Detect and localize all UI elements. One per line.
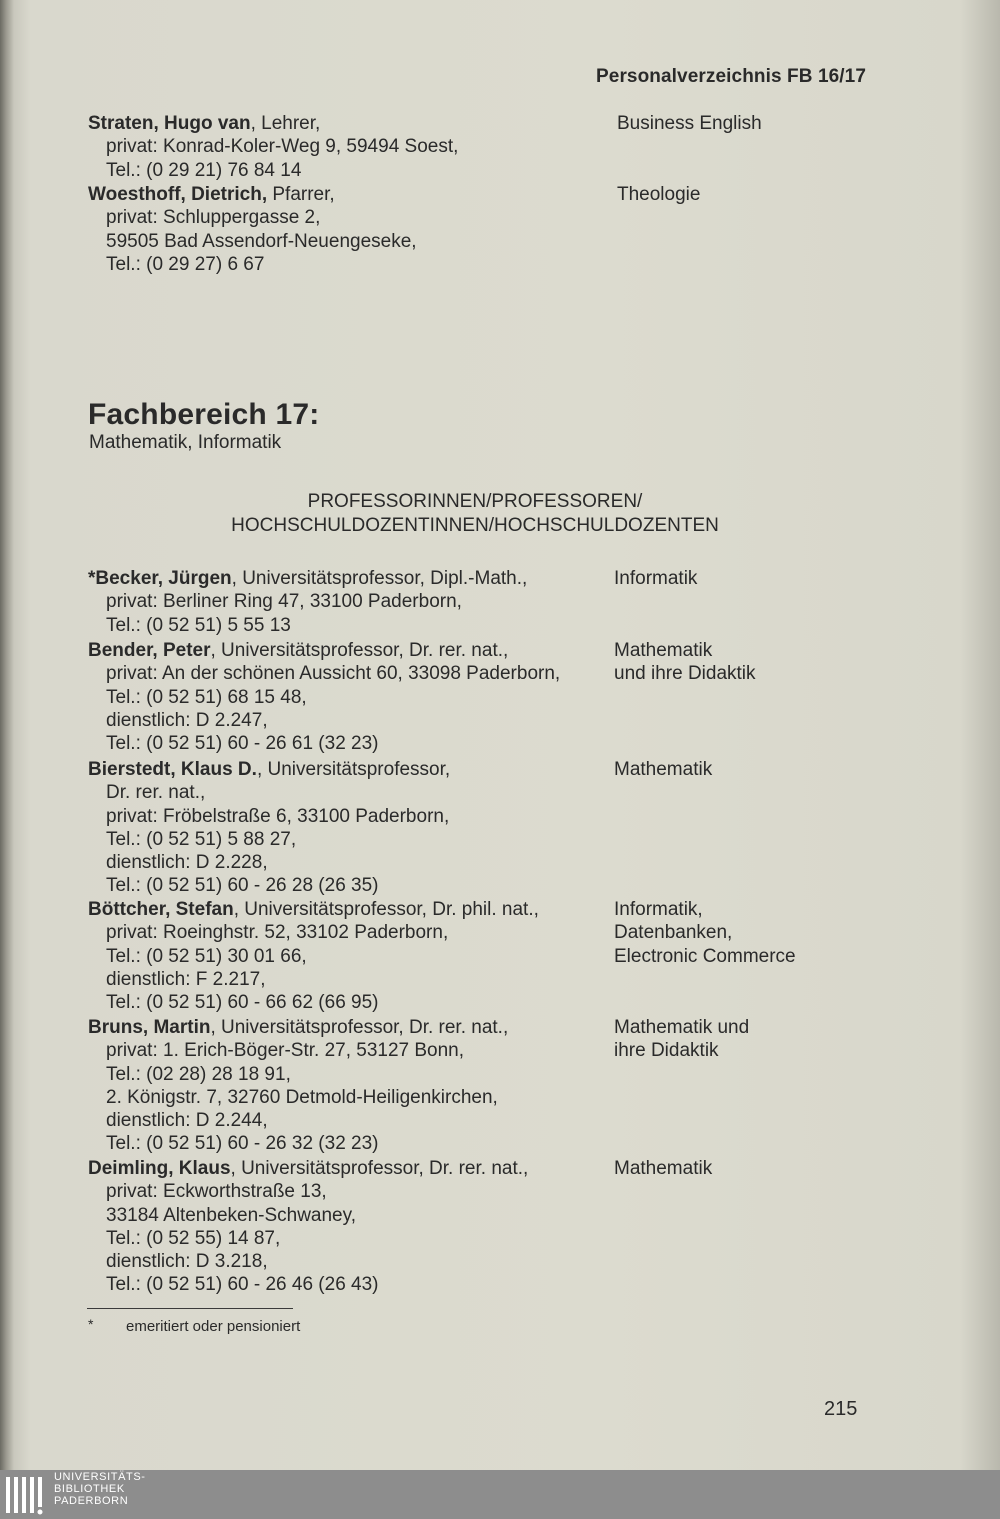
- subject-area: Mathematik: [614, 759, 713, 780]
- group-heading: PROFESSORINNEN/PROFESSOREN/ HOCHSCHULDOZENTINNEN/HOCHSCHULDOZENTEN: [231, 491, 719, 536]
- footnote-rule: [87, 1308, 293, 1309]
- entry-line: dienstlich: D 2.228,: [106, 852, 268, 874]
- person-name: Woesthoff, Dietrich,: [88, 184, 268, 205]
- subject-area: Informatik, Datenbanken, Electronic Commerce: [614, 899, 796, 967]
- person-name: Deimling, Klaus: [88, 1158, 231, 1179]
- subject-area: Theologie: [617, 184, 701, 205]
- entry-line: Dr. rer. nat.,: [106, 782, 206, 804]
- entry-line: Tel.: (0 52 51) 5 55 13: [106, 614, 291, 636]
- entry-line: privat: Konrad-Koler-Weg 9, 59494 Soest,: [106, 136, 459, 158]
- footnote-text: emeritiert oder pensioniert: [126, 1318, 301, 1335]
- person-title: , Universitätsprofessor, Dr. phil. nat.,: [233, 899, 539, 920]
- entry-line: privat: Schluppergasse 2,: [106, 207, 321, 229]
- entry-line: privat: Roeinghstr. 52, 33102 Paderborn,: [106, 922, 449, 944]
- entry-line: Tel.: (02 28) 28 18 91,: [106, 1063, 291, 1085]
- entry-line: Tel.: (0 52 51) 60 - 26 28 (26 35): [106, 875, 379, 897]
- entry-line: privat: Berliner Ring 47, 33100 Paderborn,: [106, 591, 462, 613]
- footnote-mark: *: [88, 1316, 94, 1332]
- entry-line: Tel.: (0 29 27) 6 67: [106, 253, 265, 275]
- person-title: Pfarrer,: [267, 184, 335, 205]
- entry-line: dienstlich: D 2.247,: [106, 709, 268, 731]
- person-name: Böttcher, Stefan: [88, 899, 234, 920]
- entry-line: privat: 1. Erich-Böger-Str. 27, 53127 Bonn,: [106, 1040, 465, 1062]
- entry-line: privat: An der schönen Aussicht 60, 33098 Paderborn,: [106, 663, 561, 685]
- person-name: Bruns, Martin: [88, 1017, 211, 1038]
- person-name: Straten, Hugo van: [88, 113, 251, 134]
- entry-line: Tel.: (0 52 51) 60 - 26 32 (32 23): [106, 1133, 379, 1155]
- library-logo-icon: [4, 1473, 46, 1517]
- entry-line: Tel.: (0 52 51) 68 15 48,: [106, 686, 307, 708]
- entry-line: Tel.: (0 52 51) 5 88 27,: [106, 828, 297, 850]
- entry-line: Tel.: (0 29 21) 76 84 14: [106, 159, 302, 181]
- entry-line: dienstlich: F 2.217,: [106, 968, 266, 990]
- subject-area: Informatik: [614, 568, 698, 589]
- entry-line: 2. Königstr. 7, 32760 Detmold-Heiligenkirchen,: [106, 1086, 498, 1108]
- entry-line: 33184 Altenbeken-Schwaney,: [106, 1204, 356, 1226]
- person-name: Bierstedt, Klaus D.: [88, 759, 257, 780]
- running-head: Personalverzeichnis FB 16/17: [596, 66, 866, 87]
- entry-line: Tel.: (0 52 51) 30 01 66,: [106, 945, 307, 967]
- entry-line: Tel.: (0 52 51) 60 - 26 61 (32 23): [106, 733, 379, 755]
- subject-area: Business English: [617, 113, 762, 134]
- entry-line: 59505 Bad Assendorf-Neuengeseke,: [106, 230, 417, 252]
- subject-area: Mathematik und ihre Didaktik: [614, 640, 756, 685]
- person-title: , Universitätsprofessor, Dipl.-Math.,: [231, 568, 528, 589]
- entry-line: Tel.: (0 52 51) 60 - 26 46 (26 43): [106, 1274, 379, 1296]
- person-name: *Becker, Jürgen: [88, 568, 232, 589]
- entry-line: privat: Eckworthstraße 13,: [106, 1181, 327, 1203]
- person-title: , Universitätsprofessor,: [256, 759, 451, 780]
- person-title: , Universitätsprofessor, Dr. rer. nat.,: [210, 640, 509, 661]
- entry-line: Tel.: (0 52 55) 14 87,: [106, 1227, 281, 1249]
- entry-line: privat: Fröbelstraße 6, 33100 Paderborn,: [106, 805, 450, 827]
- person-name: Bender, Peter: [88, 640, 211, 661]
- person-title: , Universitätsprofessor, Dr. rer. nat.,: [210, 1017, 509, 1038]
- section-subtitle: Mathematik, Informatik: [89, 432, 282, 453]
- entry-line: dienstlich: D 3.218,: [106, 1251, 268, 1273]
- library-footer-bar: [0, 1470, 1000, 1519]
- person-title: , Lehrer,: [250, 113, 321, 134]
- entry-line: Tel.: (0 52 51) 60 - 66 62 (66 95): [106, 992, 379, 1014]
- section-title: Fachbereich 17:: [88, 398, 320, 431]
- subject-area: Mathematik: [614, 1158, 713, 1179]
- library-name: UNIVERSITÄTS- BIBLIOTHEK PADERBORN: [54, 1471, 146, 1507]
- person-title: , Universitätsprofessor, Dr. rer. nat.,: [230, 1158, 529, 1179]
- page-number: 215: [824, 1398, 858, 1420]
- subject-area: Mathematik und ihre Didaktik: [614, 1017, 750, 1062]
- entry-line: dienstlich: D 2.244,: [106, 1110, 268, 1132]
